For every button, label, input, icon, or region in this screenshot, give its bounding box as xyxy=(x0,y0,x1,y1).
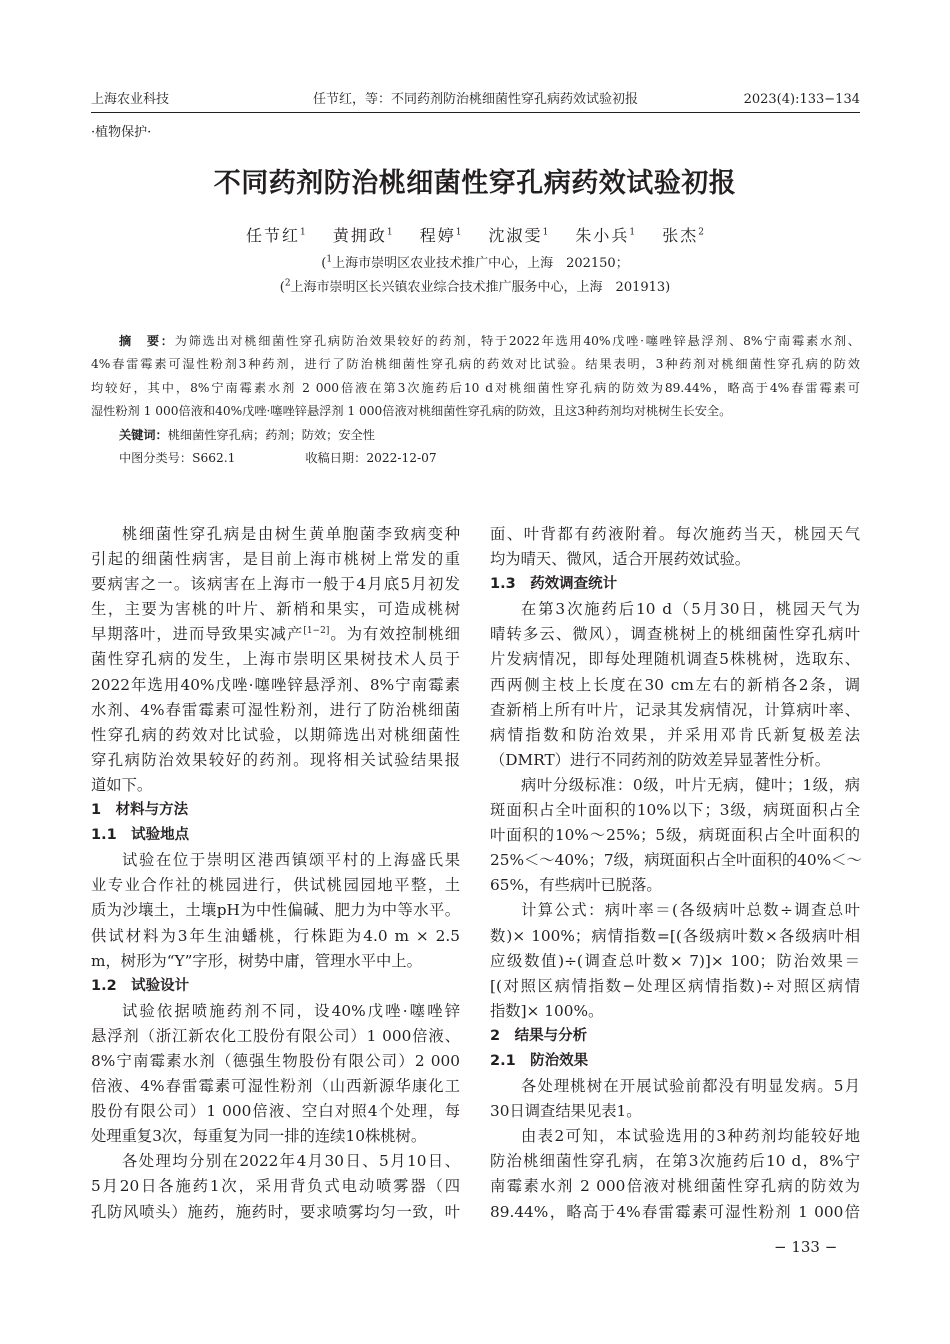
abstract-line: 4%春雷霉素可湿性粉剂3种药剂，进行了防治桃细菌性穿孔病的药效对比试验。结果表明，3种药剂对桃细菌性穿孔病的防效 xyxy=(91,357,860,372)
body-text-line: 片发病情况，即每处理随机调查5株桃树，选取东、 xyxy=(490,650,860,669)
body-text-line: 病情指数和防治效果，并采用邓肯氏新复极差法 xyxy=(490,725,860,744)
body-text-line: 性穿孔病的药效对比试验，以期筛选出对桃细菌性 xyxy=(91,725,460,744)
body-text-line: 均为晴天、微风，适合开展药效试验。 xyxy=(490,550,751,569)
abstract-line: 摘 要：为筛选出对桃细菌性穿孔病防治效果较好的药剂，特于2022年选用40%戊唑·噻唑锌悬浮剂、8%宁南霉素水剂、 xyxy=(119,334,860,348)
body-text-line: 股份有限公司）1 000倍液、空白对照4个处理，每 xyxy=(91,1102,460,1121)
subsection-heading: 1.3 药效调查统计 xyxy=(490,576,618,593)
body-text-line: 引起的细菌性病害，是目前上海市桃树上常发的重 xyxy=(91,550,460,569)
body-text-line: m，树形为“Y”字形，树势中庸，管理水平中上。 xyxy=(91,951,422,970)
body-text-line: 计算公式：病叶率＝(各级病叶总数÷调查总叶 xyxy=(521,901,860,920)
section-heading: 1 材料与方法 xyxy=(91,802,189,819)
body-text-line: 生，主要为害桃的叶片、新梢和果实，可造成桃树 xyxy=(91,600,460,619)
author: 任节红$^1$ xyxy=(246,226,306,245)
body-text-line: 业专业合作社的桃园进行，供试桃园园地平整，土 xyxy=(91,876,460,895)
body-text-line: 穿孔病防治效果较好的药剂。现将相关试验结果报 xyxy=(91,750,460,769)
body-text-line: 悬浮剂（浙江新农化工股份有限公司）1 000倍液、 xyxy=(91,1026,460,1045)
author: 张杰$^2$ xyxy=(662,226,704,245)
page-number: − 133 − xyxy=(774,1238,838,1256)
author: 朱小兵$^1$ xyxy=(575,226,636,245)
affiliation: ($^1$上海市崇明区农业技术推广中心，上海 202150； xyxy=(321,254,629,271)
body-text-line: 各处理均分别在2022年4月30日、5月10日、 xyxy=(122,1152,460,1171)
body-text-line: 应级数值)÷(调查总叶数× 7)]× 100；防治效果＝ xyxy=(490,951,860,970)
body-text-line: [(对照区病情指数−处理区病情指数)÷对照区病情 xyxy=(490,976,860,995)
left-column xyxy=(91,522,460,1225)
body-text-line: 面、叶背都有药液附着。每次施药当天，桃园天气 xyxy=(490,525,860,543)
body-text-line: 89.44%，略高于4%春雷霉素可湿性粉剂 1 000倍 xyxy=(490,1202,860,1221)
affiliation: ($^2$上海市崇明区长兴镇农业综合技术推广服务中心，上海 201913) xyxy=(279,278,671,295)
body-text-line: 桃细菌性穿孔病是由树生黄单胞菌李致病变种 xyxy=(122,525,460,543)
body-text-line: 处理重复3次，每重复为同一排的连续10株桃树。 xyxy=(91,1127,427,1146)
header-rule xyxy=(91,112,860,113)
body-text-line: （DMRT）进行不同药剂的防效差异显著性分析。 xyxy=(490,750,831,769)
article-title: 不同药剂防治桃细菌性穿孔病药效试验初报 xyxy=(213,168,737,199)
body-text-line: 菌性穿孔病的发生，上海市崇明区果树技术人员于 xyxy=(91,650,460,669)
body-text-line: 叶面积的10%～25%；5级，病斑面积占全叶面积的 xyxy=(490,826,860,845)
body-text-line: 25%＜～40%；7级，病斑面积占全叶面积的40%＜～ xyxy=(490,851,862,870)
body-text-line: 倍液、4%春雷霉素可湿性粉剂（山西新源华康化工 xyxy=(91,1077,460,1096)
abstract-label: 摘 要： xyxy=(119,334,175,348)
running-title: 任节红，等：不同药剂防治桃细菌性穿孔病药效试验初报 xyxy=(312,92,638,107)
abstract-line: 湿性粉剂 1 000倍液和40%戊唑·噻唑锌悬浮剂 1 000倍液对桃细菌性穿孔病的防效，且这3种药剂均对桃树生长安全。 xyxy=(91,404,732,419)
author: 沈淑雯$^1$ xyxy=(488,226,549,245)
body-text-line: 查新梢上所有叶片，记录其发病情况，计算病叶率、 xyxy=(490,700,860,719)
author-list xyxy=(0,225,950,247)
keywords: 关键词：桃细菌性穿孔病；药剂；防效；安全性 xyxy=(119,427,375,442)
body-text-line: 供试材料为3年生油蟠桃，行株距为4.0 m × 2.5 xyxy=(91,926,460,945)
body-text-line: 5月20日各施药1次，采用背负式电动喷雾器（四 xyxy=(91,1177,460,1196)
body-text-line: 质为沙壤土，土壤pH为中性偏碱、肥力为中等水平。 xyxy=(91,901,460,920)
running-header xyxy=(91,91,860,109)
body-text-line: 试验在位于崇明区港西镇颂平村的上海盛氏果 xyxy=(122,851,460,870)
body-text-line: 由表2可知，本试验选用的3种药剂均能较好地 xyxy=(521,1127,860,1146)
classification-and-date: 中图分类号：S662.1 收稿日期：2022-12-07 xyxy=(119,450,437,465)
body-text-line: 斑面积占全叶面积的10%以下；3级，病斑面积占全 xyxy=(490,801,860,820)
author: 黄拥政$^1$ xyxy=(332,226,393,245)
body-text-line: 要病害之一。该病害在上海市一般于4月底5月初发 xyxy=(91,575,460,594)
column-tag: ·植物保护· xyxy=(91,125,152,140)
subsection-heading: 1.2 试验设计 xyxy=(91,977,190,994)
body-text-line: 8%宁南霉素水剂（德强生物股份有限公司）2 000 xyxy=(91,1051,460,1070)
body-text-line: 在第3次施药后10 d（5月30日，桃园天气为 xyxy=(521,600,860,619)
subsection-heading: 2.1 防治效果 xyxy=(490,1052,589,1069)
author: 程婷$^1$ xyxy=(419,226,462,245)
body-text-line: 水剂、4%春雷霉素可湿性粉剂，进行了防治桃细菌 xyxy=(91,700,460,719)
body-text-line: 各处理桃树在开展试验前都没有明显发病。5月 xyxy=(521,1077,860,1096)
body-text-line: 病叶分级标准：0级，叶片无病，健叶；1级，病 xyxy=(521,775,860,794)
issue-pages: 2023(4):133−134 xyxy=(743,92,860,107)
subsection-heading: 1.1 试验地点 xyxy=(91,827,190,844)
body-text-line: 南霉素水剂 2 000倍液对桃细菌性穿孔病的防效为 xyxy=(490,1177,860,1196)
body-text-line: 2022年选用40%戊唑·噻唑锌悬浮剂、8%宁南霉素 xyxy=(91,675,460,694)
body-text-line: 晴转多云、微风），调查桃树上的桃细菌性穿孔病叶 xyxy=(490,625,860,644)
section-heading: 2 结果与分析 xyxy=(490,1027,588,1044)
journal-name: 上海农业科技 xyxy=(91,92,170,107)
body-text-line: 孔防风喷头）施药，施药时，要求喷雾均匀一致，叶 xyxy=(91,1202,460,1221)
body-text-line: 指数]× 100%。 xyxy=(490,1001,604,1020)
citation-ref: [1−2] xyxy=(303,626,330,637)
abstract-line: 均较好，其中，8%宁南霉素水剂 2 000倍液在第3次施药后10 d对桃细菌性穿孔病的防效为89.44%，略高于4%春雷霉素可 xyxy=(91,380,860,395)
body-text-line: 30日调查结果见表1。 xyxy=(490,1102,642,1121)
body-text-line: 65%，有些病叶已脱落。 xyxy=(490,876,662,895)
body-text-line: 防治桃细菌性穿孔病，在第3次施药后10 d，8%宁 xyxy=(490,1152,860,1171)
abstract-block xyxy=(91,330,860,470)
body-text-line: 数)× 100%；病情指数=[(各级病叶数×各级病叶相 xyxy=(490,926,860,945)
body-text-line: 西两侧主枝上长度在30 cm左右的新梢各2条，调 xyxy=(490,675,860,694)
right-column xyxy=(490,522,860,1225)
body-text-line: 试验依据喷施药剂不同，设40%戊唑·噻唑锌 xyxy=(122,1001,460,1020)
body-text-line: 道如下。 xyxy=(91,775,153,794)
body-text-line: 早期落叶，进而导致果实减产[1−2]。为有效控制桃细 xyxy=(91,625,460,644)
